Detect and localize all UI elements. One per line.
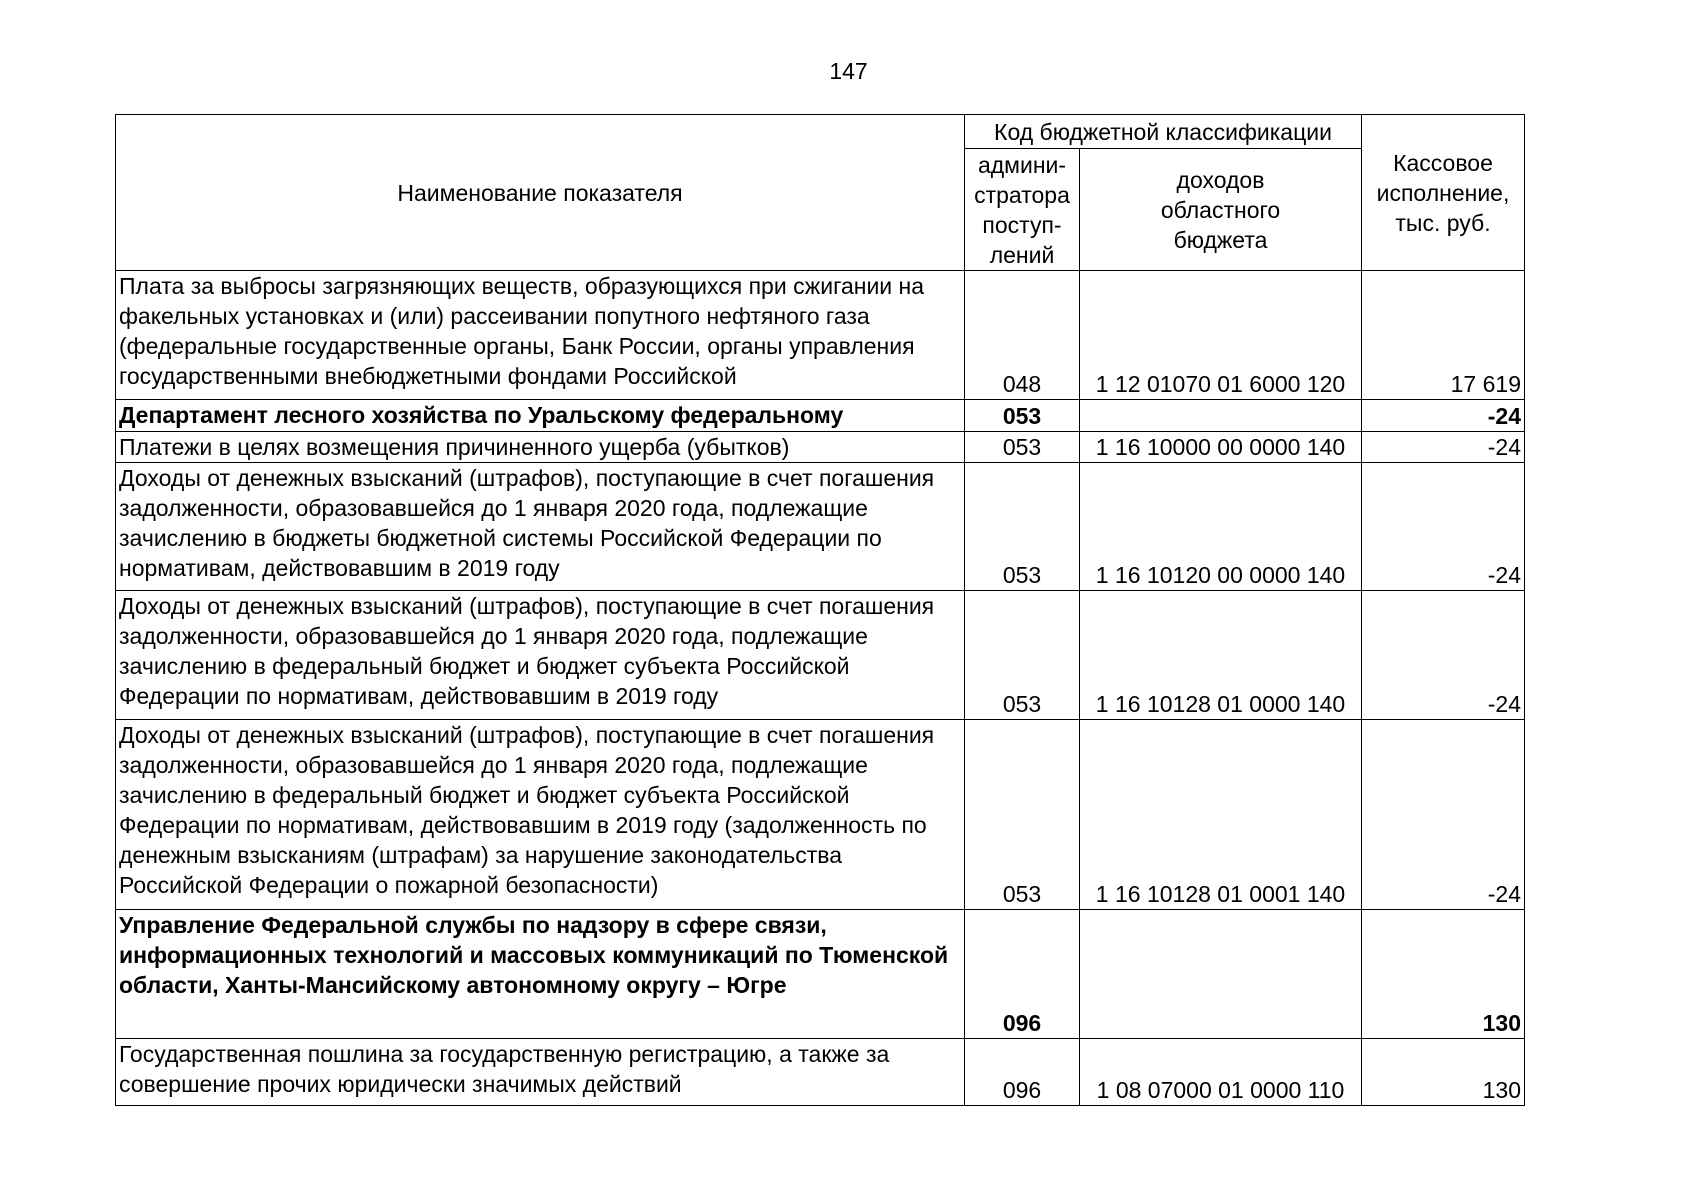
table-row [116, 463, 1525, 591]
row-income-code-text: 1 12 01070 01 6000 120 [1095, 371, 1346, 397]
row-admin-code-cell [965, 720, 1080, 910]
table-row [116, 400, 1525, 432]
row-amount-cell [1362, 463, 1525, 591]
row-admin-code-text: 053 [1002, 881, 1042, 907]
row-admin-code-cell [965, 910, 1080, 1039]
row-income-code-text: 1 08 07000 01 0000 110 [1096, 1077, 1345, 1103]
row-income-code-text: 1 16 10128 01 0001 140 [1095, 881, 1346, 907]
table-row [116, 720, 1525, 910]
row-name-cell [116, 271, 965, 400]
header-amount-label: Кассовое исполнение, тыс. руб. [1376, 149, 1510, 236]
row-amount-cell [1362, 432, 1525, 463]
row-amount-text: 130 [1482, 1077, 1521, 1103]
row-income-code-cell [1080, 910, 1362, 1039]
row-amount-text: -24 [1487, 403, 1521, 429]
page-number: 147 [829, 58, 868, 84]
row-admin-code-text: 053 [1002, 434, 1042, 460]
row-name-cell [116, 720, 965, 910]
row-admin-code-text: 053 [1002, 403, 1042, 429]
row-amount-cell [1362, 591, 1525, 720]
row-admin-code-cell [965, 271, 1080, 400]
header-code-group-label: Код бюджетной классификации [994, 118, 1332, 145]
row-name-cell [116, 910, 965, 1039]
row-income-code-cell [1080, 400, 1362, 432]
row-admin-code-cell [965, 1039, 1080, 1106]
budget-table [115, 114, 1525, 1106]
row-admin-code-cell [965, 432, 1080, 463]
header-income-code-label: доходов областного бюджета [1160, 166, 1281, 253]
row-name-text: Плата за выбросы загрязняющих веществ, образующихся при сжигании на факельных установках и (или) рассеивании попутного нефтяного газа (федеральные государственные органы, Банк России, органы управления государственными внебюджетными фондами Российской [119, 273, 925, 389]
header-name [116, 115, 965, 271]
row-amount-cell [1362, 271, 1525, 400]
row-admin-code-text: 096 [1002, 1077, 1042, 1103]
row-admin-code-cell [965, 400, 1080, 432]
row-name-cell [116, 432, 965, 463]
row-amount-cell [1362, 910, 1525, 1039]
row-admin-code-text: 053 [1002, 562, 1042, 588]
header-admin [965, 149, 1080, 271]
row-income-code-cell [1080, 463, 1362, 591]
row-amount-text: -24 [1487, 881, 1521, 907]
row-name-cell [116, 591, 965, 720]
row-income-code-cell [1080, 591, 1362, 720]
row-amount-text: 17 619 [1450, 371, 1521, 397]
row-name-text: Управление Федеральной службы по надзору в сфере связи, информационных технологий и массовых коммуникаций по Тюменской области, Ханты-Мансийскому автономному округу – Югре [119, 912, 949, 998]
table-row [116, 432, 1525, 463]
row-amount-cell [1362, 400, 1525, 432]
row-name-cell [116, 400, 965, 432]
row-income-code-text: 1 16 10000 00 0000 140 [1095, 434, 1346, 460]
row-name-text: Доходы от денежных взысканий (штрафов), поступающие в счет погашения задолженности, образовавшейся до 1 января 2020 года, подлежащие зачислению в федеральный бюджет и бюджет субъекта Российской Федерации по нормативам, действовавшим в 2019 году [119, 593, 935, 709]
row-name-cell [116, 1039, 965, 1106]
table-row [116, 910, 1525, 1039]
row-admin-code-text: 096 [1002, 1010, 1042, 1036]
table-row [116, 271, 1525, 400]
table-row [116, 1039, 1525, 1106]
row-income-code-cell [1080, 432, 1362, 463]
header-income-code [1080, 149, 1362, 271]
row-income-code-cell [1080, 271, 1362, 400]
row-name-text: Доходы от денежных взысканий (штрафов), поступающие в счет погашения задолженности, образовавшейся до 1 января 2020 года, подлежащие зачислению в федеральный бюджет и бюджет субъекта Российской Федерации по нормативам, действовавшим в 2019 году (задолженность по денежным взысканиям (штрафам) за нарушение законодательства Российской Федерации о пожарной безопасности) [119, 722, 935, 898]
row-admin-code-cell [965, 591, 1080, 720]
row-name-text: Департамент лесного хозяйства по Уральскому федеральному [119, 402, 844, 428]
row-amount-cell [1362, 720, 1525, 910]
row-admin-code-text: 053 [1002, 691, 1042, 717]
table-body [116, 271, 1525, 1106]
header-name-label: Наименование показателя [397, 179, 683, 206]
row-amount-text: -24 [1487, 562, 1521, 588]
row-amount-text: -24 [1487, 691, 1521, 717]
row-name-text: Платежи в целях возмещения причиненного ущерба (убытков) [119, 434, 790, 460]
row-income-code-text: 1 16 10128 01 0000 140 [1095, 691, 1346, 717]
row-admin-code-cell [965, 463, 1080, 591]
row-income-code-cell [1080, 720, 1362, 910]
row-income-code-cell [1080, 1039, 1362, 1106]
header-amount [1362, 115, 1525, 271]
table-header [116, 115, 1525, 271]
row-income-code-text: 1 16 10120 00 0000 140 [1095, 562, 1346, 588]
row-name-text: Государственная пошлина за государственную регистрацию, а также за совершение прочих юридически значимых действий [119, 1041, 890, 1097]
row-admin-code-text: 048 [1002, 371, 1042, 397]
row-amount-cell [1362, 1039, 1525, 1106]
row-name-cell [116, 463, 965, 591]
table-row [116, 591, 1525, 720]
row-amount-text: -24 [1487, 434, 1521, 460]
row-name-text: Доходы от денежных взысканий (штрафов), поступающие в счет погашения задолженности, образовавшейся до 1 января 2020 года, подлежащие зачислению в бюджеты бюджетной системы Российской Федерации по нормативам, действовавшим в 2019 году [119, 465, 935, 581]
header-code-group [965, 115, 1362, 149]
header-admin-label: админи- стратора поступ- лений [974, 151, 1070, 268]
row-amount-text: 130 [1482, 1010, 1521, 1036]
